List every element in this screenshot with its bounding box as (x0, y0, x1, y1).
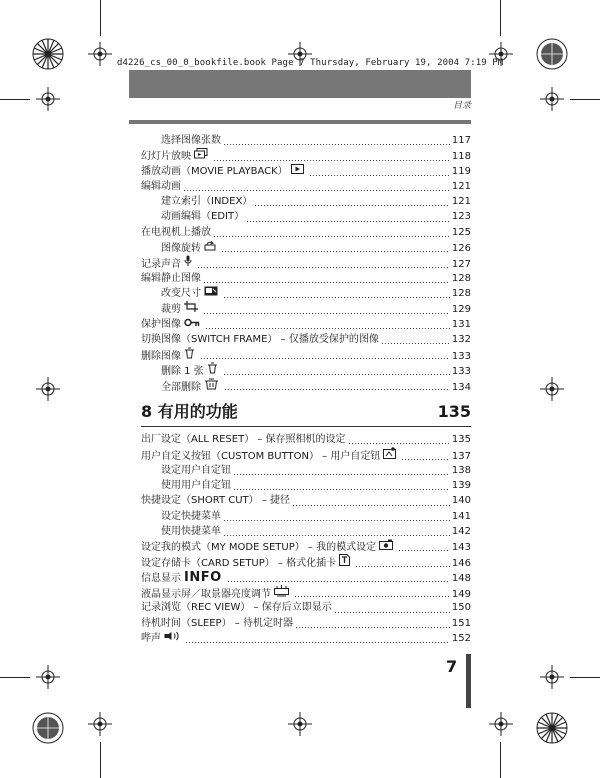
toc-entry-page: 127 (451, 259, 471, 271)
crosshair-target-bottom-right (489, 712, 513, 740)
toc-entry (141, 209, 471, 224)
toc-entry (141, 616, 471, 631)
toc-entry (141, 570, 471, 585)
toc-entry-page: 151 (451, 617, 471, 629)
toc-entry-title: 记录浏览（REC VIEW） – 保存后立即显示 (141, 602, 332, 614)
dot-leader (355, 566, 450, 567)
dot-leader (205, 328, 450, 329)
resize-icon (204, 286, 218, 296)
toc-entry-page: 137 (451, 451, 471, 463)
card-icon (339, 554, 350, 566)
crop-line-left-bottom (0, 677, 30, 678)
toc-entry-page: 138 (451, 464, 471, 476)
dot-leader (200, 358, 450, 359)
crosshair-target-bottom-center (288, 712, 312, 740)
dot-leader (348, 443, 450, 444)
dot-leader (213, 160, 450, 161)
dot-leader (223, 520, 450, 521)
crop-icon (184, 301, 198, 312)
dot-leader (223, 374, 450, 375)
toc-entry-page: 123 (451, 211, 471, 223)
toc-entry (141, 332, 471, 347)
toc-entry-title: 设定存储卡（CARD SETUP） – 格式化插卡 (141, 558, 337, 570)
toc-entry-title: 信息显示 (141, 572, 181, 584)
crosshair-target-left-upper (36, 87, 60, 115)
slideshow-icon (194, 148, 208, 159)
dot-leader (233, 474, 450, 475)
toc-entry (141, 317, 471, 332)
dot-leader (398, 550, 450, 551)
toc-entry-title: 记录声音 (141, 259, 181, 271)
toc-entry-page: 126 (451, 243, 471, 255)
dot-leader (221, 251, 450, 252)
dot-leader (254, 205, 450, 206)
table-of-contents (141, 133, 471, 646)
registration-mark-bottom-left (32, 712, 64, 748)
page-number: 7 (446, 657, 458, 676)
crop-line-bottom-right (500, 742, 501, 778)
toc-entry-title: 哔声 (141, 632, 161, 644)
info-icon-label: INFO (184, 569, 222, 585)
toc-entry-title: 设定用户自定钮 (161, 464, 231, 476)
key-icon (184, 318, 200, 327)
print-header-line: d4226_cs_00_0_bookfile.book Page 7 Thursday, February 19, 2004 7:19 PM (117, 58, 504, 68)
toc-entry-title: 保护图像 (141, 318, 181, 330)
chapter-title: 8 有用的功能 (141, 402, 238, 422)
rotate-icon (204, 240, 216, 251)
toc-entry (141, 133, 471, 148)
dot-leader (223, 535, 450, 536)
toc-entry-title: 动画编辑（EDIT） (161, 211, 245, 223)
toc-entry-title: 编辑静止图像 (141, 272, 201, 284)
chapter-page: 135 (437, 402, 471, 422)
trash-all-icon (204, 378, 219, 390)
toc-entry-title: 全部删除 (161, 381, 201, 393)
toc-section-bottom (141, 432, 471, 646)
dot-leader (233, 489, 450, 490)
crosshair-target-right-lower (540, 665, 564, 693)
toc-entry-title: 快捷设定（SHORT CUT） – 捷径 (141, 495, 291, 507)
toc-entry (141, 447, 471, 462)
brightness-icon (274, 585, 289, 597)
crop-line-right-bottom (570, 677, 600, 678)
toc-entry-page: 134 (451, 381, 471, 393)
toc-entry-title: 设定我的模式（MY MODE SETUP） – 我的模式设定 (141, 542, 377, 554)
toc-entry (141, 631, 471, 646)
toc-entry (141, 286, 471, 301)
toc-entry (141, 378, 471, 393)
mymode-icon (379, 539, 393, 550)
toc-entry-page: 132 (451, 333, 471, 345)
toc-entry (141, 255, 471, 270)
toc-entry (141, 524, 471, 539)
registration-mark-bottom-right (536, 712, 568, 748)
toc-entry (141, 179, 471, 194)
chapter-heading (141, 398, 471, 427)
dot-leader (334, 612, 450, 613)
play-icon (291, 164, 304, 174)
dot-leader (227, 581, 450, 582)
toc-entry-page: 129 (451, 304, 471, 316)
crosshair-target-right-middle (540, 377, 564, 405)
toc-entry-title: 图像旋转 (161, 243, 201, 255)
toc-entry-title: 播放动画（MOVIE PLAYBACK） (141, 165, 288, 177)
registration-mark-top-left (32, 38, 64, 74)
dot-leader (224, 389, 450, 390)
toc-section-top (141, 133, 471, 393)
crosshair-target-bottom-left (88, 712, 112, 740)
toc-entry-page: 117 (451, 135, 471, 146)
toc-entry-title: 使用用户自定钮 (161, 479, 231, 491)
toc-entry-title: 删除图像 (141, 351, 181, 363)
beep-icon (164, 631, 180, 641)
toc-entry (141, 347, 471, 362)
toc-entry-title: 切换图像（SWITCH FRAME） – 仅播放受保护的图像 (141, 333, 379, 345)
toc-entry-page: 121 (451, 196, 471, 208)
toc-entry (141, 301, 471, 316)
toc-entry (141, 271, 471, 286)
toc-entry-page: 142 (451, 525, 471, 537)
toc-entry (141, 463, 471, 478)
toc-entry-page: 140 (451, 495, 471, 507)
header-bar (129, 70, 471, 98)
toc-entry (141, 240, 471, 255)
toc-entry-title: 出厂设定（ALL RESET） – 保存照相机的设定 (141, 434, 346, 446)
toc-entry-title: 在电视机上播放 (141, 226, 211, 238)
toc-entry-title: 设定快捷菜单 (161, 510, 221, 522)
crop-line-bottom-left (100, 742, 101, 778)
dot-leader (401, 459, 450, 460)
toc-entry-page: 128 (451, 287, 471, 299)
toc-entry-title: 裁剪 (161, 304, 181, 316)
crop-line-right-top (570, 99, 600, 100)
section-title: 目录 (452, 101, 471, 111)
toc-entry-title: 待机时间（SLEEP） – 待机定时器 (141, 617, 293, 629)
toc-entry-title: 建立索引（INDEX） (161, 196, 253, 208)
toc-entry-page: 119 (451, 165, 471, 177)
toc-entry-page: 139 (451, 479, 471, 491)
toc-entry-title: 用户自定义按钮（CUSTOM BUTTON） – 用户自定钮 (141, 451, 381, 463)
dot-leader (183, 190, 450, 191)
toc-entry (141, 432, 471, 447)
dot-leader (213, 236, 450, 237)
toc-entry-page: 121 (451, 180, 471, 192)
toc-entry-title: 液晶显示屏／取景器亮度调节 (141, 589, 271, 601)
toc-entry-page: 118 (451, 151, 471, 163)
crop-line-top-left (100, 0, 101, 36)
crosshair-target-top-left (88, 42, 112, 70)
toc-entry-page: 146 (451, 558, 471, 570)
crosshair-target-right-upper (540, 87, 564, 115)
toc-entry (141, 148, 471, 163)
dot-leader (292, 505, 450, 506)
toc-entry-page: 133 (451, 351, 471, 363)
toc-entry (141, 585, 471, 600)
custom-button-icon (383, 447, 396, 459)
toc-entry-page: 150 (451, 602, 471, 614)
toc-entry-page: 149 (451, 589, 471, 601)
registration-mark-top-right (536, 38, 568, 74)
dot-leader (223, 144, 450, 145)
header-rule (129, 120, 471, 124)
crosshair-target-left-middle (36, 377, 60, 405)
dot-leader (295, 627, 450, 628)
dot-leader (203, 282, 450, 283)
toc-entry-page: 148 (451, 572, 471, 584)
info-icon (184, 570, 222, 585)
dot-leader (197, 267, 450, 268)
toc-entry-title: 幻灯片放映 (141, 151, 191, 163)
toc-entry-page: 131 (451, 318, 471, 330)
dot-leader (294, 596, 450, 597)
toc-entry (141, 493, 471, 508)
toc-entry-page: 141 (451, 510, 471, 522)
toc-entry-title: 选择图像张数 (161, 135, 221, 146)
toc-entry (141, 194, 471, 209)
toc-entry-title: 使用快捷菜单 (161, 525, 221, 537)
dot-leader (223, 297, 450, 298)
toc-entry-page: 152 (451, 632, 471, 644)
crop-line-left-top (0, 99, 30, 100)
toc-entry-page: 135 (451, 434, 471, 446)
toc-entry-title: 编辑动画 (141, 180, 181, 192)
toc-entry-page: 133 (451, 366, 471, 378)
microphone-icon (184, 255, 192, 267)
dot-leader (381, 343, 450, 344)
toc-entry (141, 509, 471, 524)
toc-entry (141, 600, 471, 615)
toc-entry (141, 554, 471, 569)
toc-entry-title: 改变尺寸 (161, 287, 201, 299)
toc-entry (141, 164, 471, 179)
crop-line-top-right (500, 0, 501, 36)
toc-entry (141, 478, 471, 493)
dot-leader (203, 313, 450, 314)
dot-leader (246, 221, 450, 222)
dot-leader (185, 642, 450, 643)
page-number-bar (466, 654, 471, 708)
crosshair-target-left-lower (36, 665, 60, 693)
toc-entry (141, 539, 471, 554)
toc-entry (141, 362, 471, 377)
trash-icon (184, 347, 195, 359)
toc-entry-title: 删除 1 张 (161, 366, 204, 378)
toc-entry-page: 125 (451, 226, 471, 238)
toc-entry (141, 225, 471, 240)
toc-entry-page: 128 (451, 272, 471, 284)
trash-icon (207, 362, 218, 374)
toc-entry-page: 143 (451, 542, 471, 554)
dot-leader (309, 175, 450, 176)
